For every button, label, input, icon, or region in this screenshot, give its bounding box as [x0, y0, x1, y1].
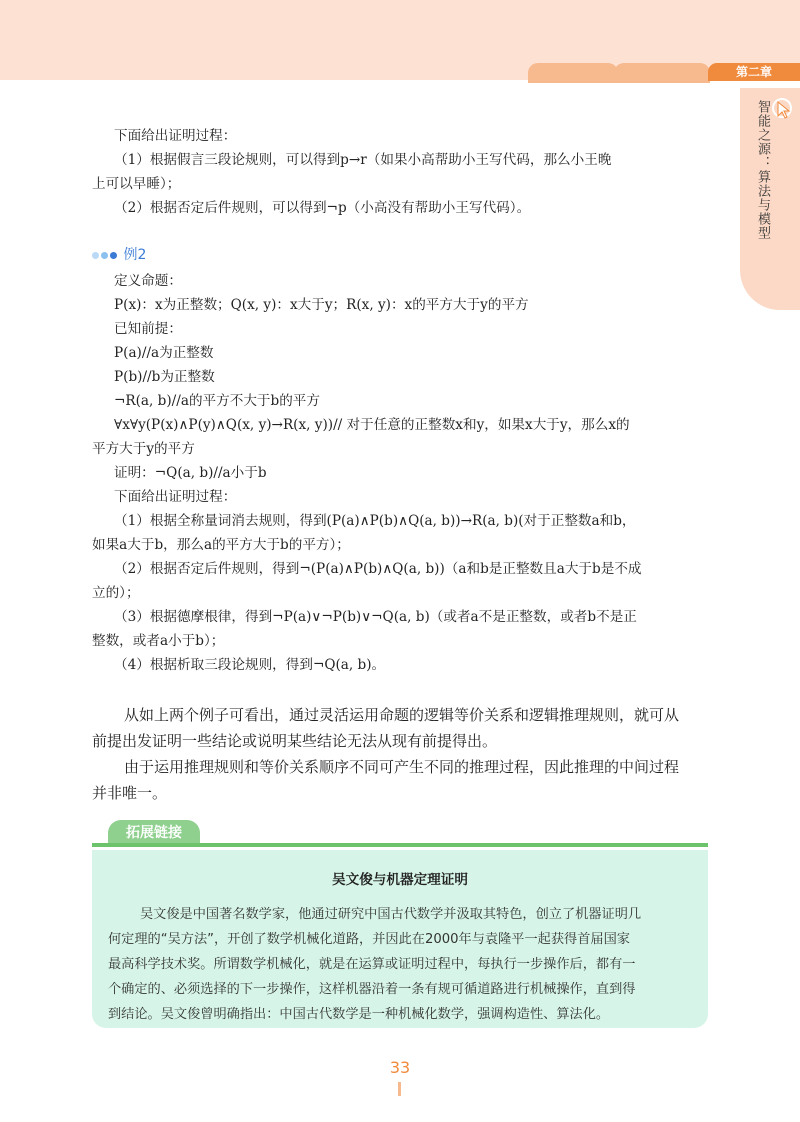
header-tab — [614, 63, 710, 83]
text-line: （2）根据否定后件规则，得到¬(P(a)∧P(b)∧Q(a, b))（a和b是正整数且a大于b是不成 — [114, 561, 642, 577]
extension-divider — [92, 843, 708, 847]
text-line: 到结论。吴文俊曾明确指出：中国古代数学是一种机械化数学，强调构造性、算法化。 — [108, 1007, 610, 1022]
text-line: 已知前提： — [114, 321, 182, 337]
page-number: 33 — [389, 1058, 411, 1077]
proof-section — [92, 124, 712, 220]
extension-body — [108, 902, 698, 1027]
text-line: ∀x∀y(P(x)∧P(y)∧Q(x, y)→R(x, y))// 对于任意的正整数x和y，如果x大于y，那么x的 — [114, 417, 630, 433]
text-line: （4）根据析取三段论规则，得到¬Q(a, b)。 — [114, 657, 386, 673]
text-line: 吴文俊是中国著名数学家，他通过研究中国古代数学并汲取其特色，创立了机器证明几 — [140, 907, 642, 922]
example-label: 例2 — [123, 247, 147, 263]
text-line: 上可以早睡）； — [92, 176, 181, 192]
text-line: 前提出发证明一些结论或说明某些结论无法从现有前提得出。 — [92, 732, 498, 750]
extension-tab: 拓展链接 — [108, 820, 200, 846]
text-line: （3）根据德摩根律，得到¬P(a)∨¬P(b)∨¬Q(a, b)（或者a不是正整数，或者b不是正 — [114, 609, 637, 625]
text-line: （1）根据假言三段论规则，可以得到p→r（如果小高帮助小王写代码，那么小王晚 — [114, 152, 612, 168]
dot-icon — [110, 252, 117, 259]
text-line: 如果a大于b，那么a的平方大于b的平方）； — [92, 537, 350, 553]
text-line: P(x)：x为正整数；Q(x, y)：x大于y；R(x, y)：x的平方大于y的平方 — [114, 297, 529, 313]
dot-icon — [92, 252, 99, 259]
cursor-click-icon — [770, 96, 794, 120]
text-line: 最高科学技术奖。所谓数学机械化，就是在运算或证明过程中，每执行一步操作后，都有一 — [108, 957, 636, 972]
example-heading — [92, 244, 146, 264]
text-line: ¬R(a, b)//a的平方不大于b的平方 — [114, 393, 320, 409]
text-line: （2）根据否定后件规则，可以得到¬p（小高没有帮助小王写代码）。 — [114, 200, 531, 216]
text-line: 平方大于y的平方 — [92, 441, 195, 457]
text-line: （1）根据全称量词消去规则，得到(P(a)∧P(b)∧Q(a, b))→R(a, b)(对于正整数a和b， — [114, 513, 636, 529]
text-line: 由于运用推理规则和等价关系顺序不同可产生不同的推理过程，因此推理的中间过程 — [124, 758, 680, 776]
page-marker — [398, 1082, 401, 1096]
text-line: 立的）； — [92, 585, 140, 601]
text-line: 定义命题： — [114, 273, 182, 289]
text-line: 何定理的“吴方法”，开创了数学机械化道路，并因此在2000年与袁隆平一起获得首届国家 — [108, 932, 630, 947]
chapter-tab: 第二章 — [708, 63, 800, 81]
text-line: 整数，或者a小于b）； — [92, 633, 225, 649]
text-line: 从如上两个例子可看出，通过灵活运用命题的逻辑等价关系和逻辑推理规则，就可从 — [124, 706, 680, 724]
example-body — [92, 269, 712, 677]
text-line: 证明：¬Q(a, b)//a小于b — [114, 465, 267, 481]
text-line: 个确定的、必须选择的下一步操作，这样机器沿着一条有规可循道路进行机械操作，直到得 — [108, 982, 636, 997]
text-line: P(a)//a为正整数 — [114, 345, 214, 361]
side-tab — [740, 88, 800, 310]
text-line: 下面给出证明过程： — [114, 489, 237, 505]
header-tab — [528, 63, 618, 83]
text-line: 下面给出证明过程： — [114, 128, 237, 144]
chapter-side-label: 智能之源：算法与模型 — [755, 100, 770, 240]
text-line: 并非唯一。 — [92, 784, 168, 802]
extension-title: 吴文俊与机器定理证明 — [332, 872, 468, 888]
summary-paragraph — [92, 702, 712, 806]
text-line: P(b)//b为正整数 — [114, 369, 215, 385]
dot-icon — [101, 252, 108, 259]
